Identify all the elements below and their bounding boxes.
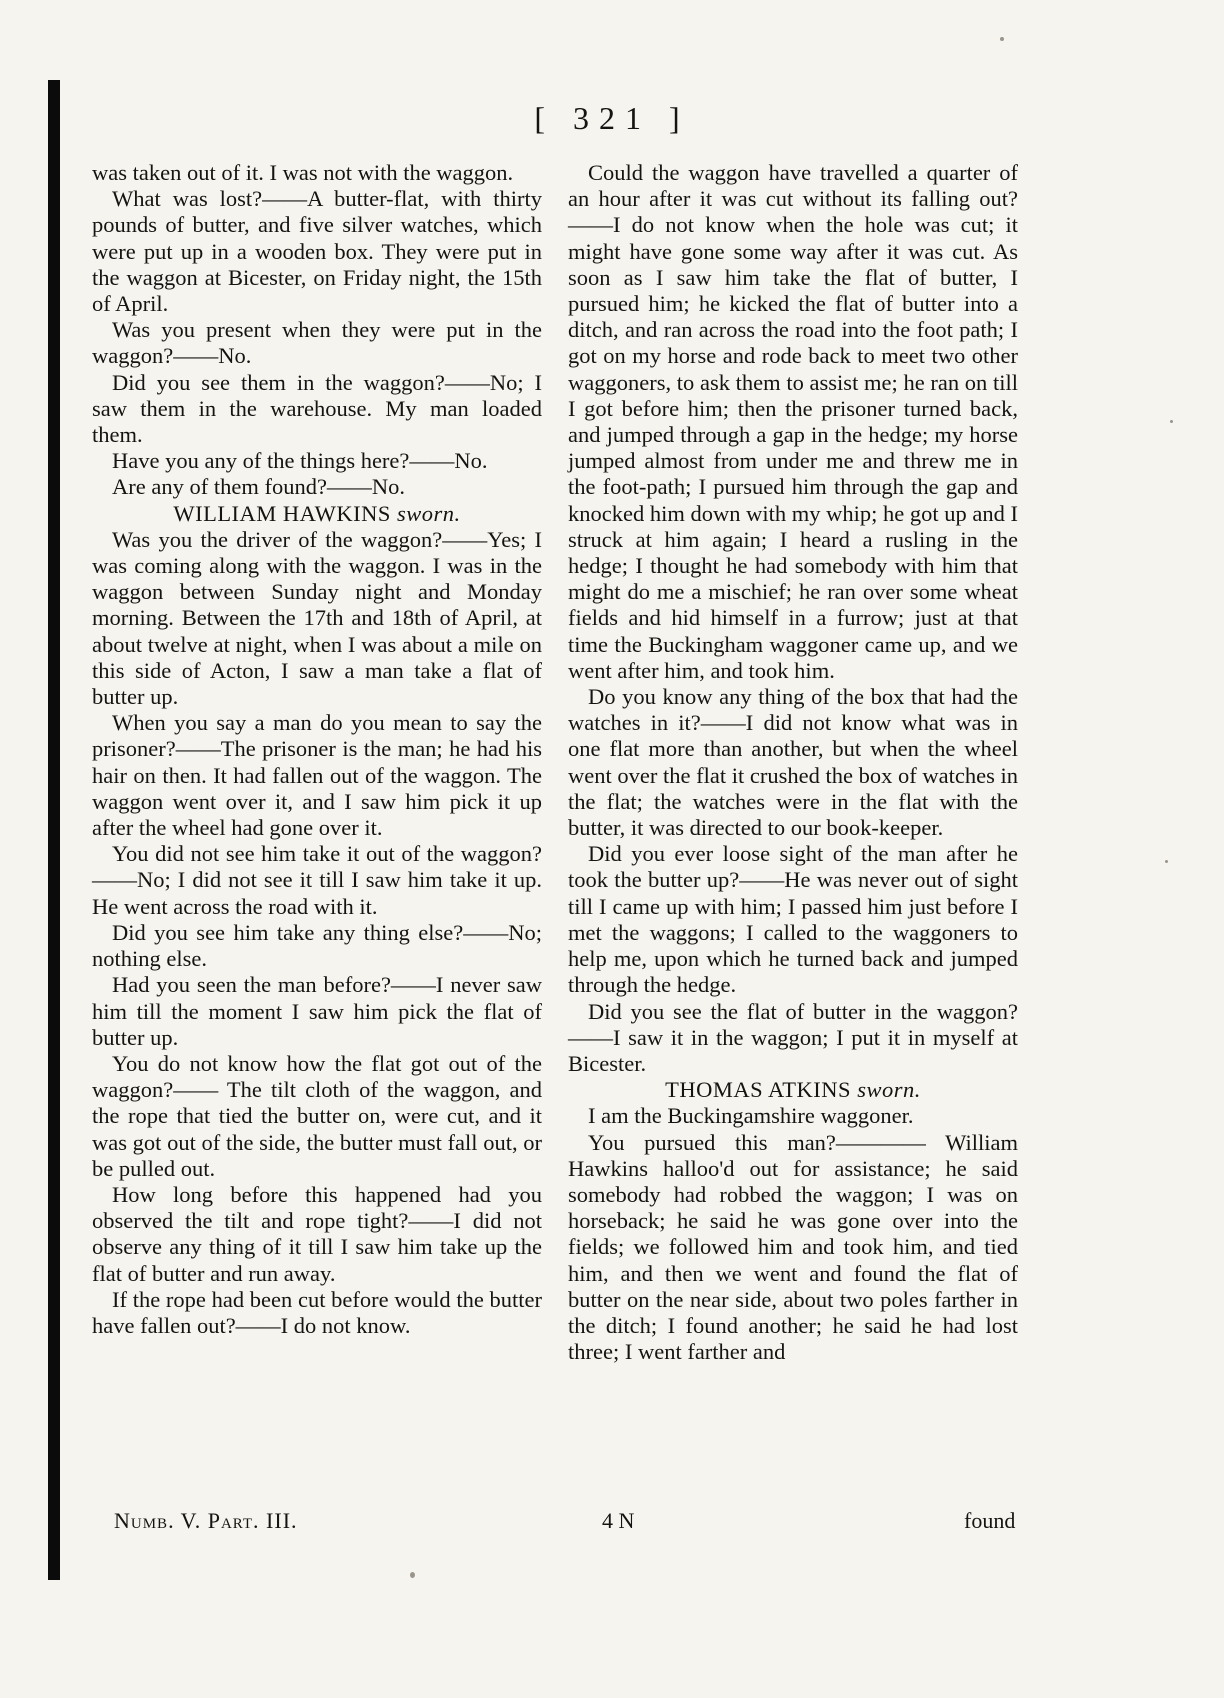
testimony-paragraph: You did not see him take it out of the waggon?——No; I did not see it till I saw him take it up. He went across the road with it. (92, 841, 542, 919)
testimony-paragraph: What was lost?——A butter-flat, with thirty pounds of butter, and five silver watches, which were put up in a wooden box. They were put in the waggon at Bicester, on Friday night, the 15th of April. (92, 186, 542, 317)
testimony-paragraph: Have you any of the things here?——No. (112, 448, 488, 474)
testimony-paragraph: You pursued this man?———— William Hawkins halloo'd out for assistance; he said somebody had robbed the waggon; I was on horseback; he said he was gone over into the fields; we followed him and took him, and tied him, and then we went and found the flat of butter on the near side, about two poles farther in the ditch; I found another; he said he had lost three; I went farther and (568, 1129, 1018, 1365)
right-column (568, 160, 1018, 1365)
footer-catchword: found (964, 1508, 1016, 1533)
sworn-label: sworn. (397, 500, 461, 526)
testimony-paragraph: Was you the driver of the waggon?——Yes; I was coming along with the waggon. I was in the waggon between Sunday night and Monday morning. Between the 17th and 18th of April, at about twelve at night, when I was about a mile on this side of Acton, I saw a man take a flat of butter up. (92, 526, 542, 710)
witness-name: WILLIAM HAWKINS (173, 500, 391, 526)
testimony-paragraph: Was you present when they were put in the waggon?——No. (92, 317, 542, 369)
witness-heading (92, 501, 542, 527)
ink-speck (1165, 860, 1168, 863)
testimony-paragraph: Could the waggon have travelled a quarter of an hour after it was cut without its falling out?——I do not know when the hole was cut; it might have gone some way after it was cut. As soon as I saw him take the flat of butter, I pursued him; he kicked the flat of butter into a ditch, and ran across the road into the foot path; I got on my horse and rode back to meet two other waggoners, to ask them to assist me; he ran on till I got before him; then the prisoner turned back, and jumped through a gap in the hedge; my horse jumped almost from under me and threw me in the foot-path; I pursued him through the gap and knocked him down with my whip; he got up and I struck at him again; I heard a rusling in the hedge; I thought he had somebody with him that might do me a mischief; he ran over some wheat fields and hid himself in a furrow; just at that time the Buckingham waggoner came up, and we went after him, and took him. (568, 160, 1018, 683)
testimony-paragraph: Are any of them found?——No. (112, 474, 406, 500)
witness-name: THOMAS ATKINS (665, 1077, 852, 1103)
binding-shadow (48, 80, 60, 1580)
testimony-paragraph: Did you see him take any thing else?——No; nothing else. (92, 919, 542, 972)
footer-part-label: Numb. V. Part. III. (114, 1508, 298, 1533)
testimony-paragraph: You do not know how the flat got out of the waggon?—— The tilt cloth of the waggon, and the rope that tied the butter on, were cut, and it was got out of the side, the butter must fall out, or be pulled out. (92, 1050, 542, 1181)
ink-speck (410, 1572, 415, 1578)
testimony-paragraph: How long before this happened had you observed the tilt and rope tight?——I did not observe any thing of it till I saw him take up the flat of butter and run away. (92, 1181, 542, 1286)
page-number: [ 321 ] (534, 100, 690, 136)
ink-speck (1000, 37, 1004, 41)
testimony-paragraph: Did you see the flat of butter in the waggon?——I saw it in the waggon; I put it in myself at Bicester. (568, 998, 1018, 1076)
left-column (92, 160, 542, 1339)
testimony-paragraph: Had you seen the man before?——I never saw him till the moment I saw him pick the flat of butter up. (92, 972, 542, 1050)
footer-signature-mark: 4 N (602, 1508, 635, 1533)
sworn-label: sworn. (857, 1077, 921, 1103)
testimony-paragraph: Did you see them in the waggon?——No; I saw them in the warehouse. My man loaded them. (92, 369, 542, 448)
testimony-paragraph: If the rope had been cut before would the butter have fallen out?——I do not know. (92, 1286, 542, 1338)
testimony-paragraph: Did you ever loose sight of the man after he took the butter up?——He was never out of sight till I came up with him; I passed him just before I met the waggons; I called to the waggoners to help me, upon which he turned back and jumped through the hedge. (568, 841, 1018, 998)
testimony-paragraph: When you say a man do you mean to say the prisoner?——The prisoner is the man; he had his hair on then. It had fallen out of the waggon. The waggon went over it, and I saw him pick it up after the wheel had gone over it. (92, 710, 542, 841)
testimony-paragraph: was taken out of it. I was not with the waggon. (92, 160, 514, 185)
witness-heading (568, 1077, 1018, 1103)
testimony-paragraph: Do you know any thing of the box that had the watches in it?——I did not know what was in one flat more than another, but when the wheel went over the flat it crushed the box of watches in the flat; the watches were in the flat with the butter, it was directed to our book-keeper. (568, 684, 1018, 841)
testimony-paragraph: I am the Buckingamshire waggoner. (588, 1103, 914, 1129)
ink-speck (1170, 420, 1173, 423)
